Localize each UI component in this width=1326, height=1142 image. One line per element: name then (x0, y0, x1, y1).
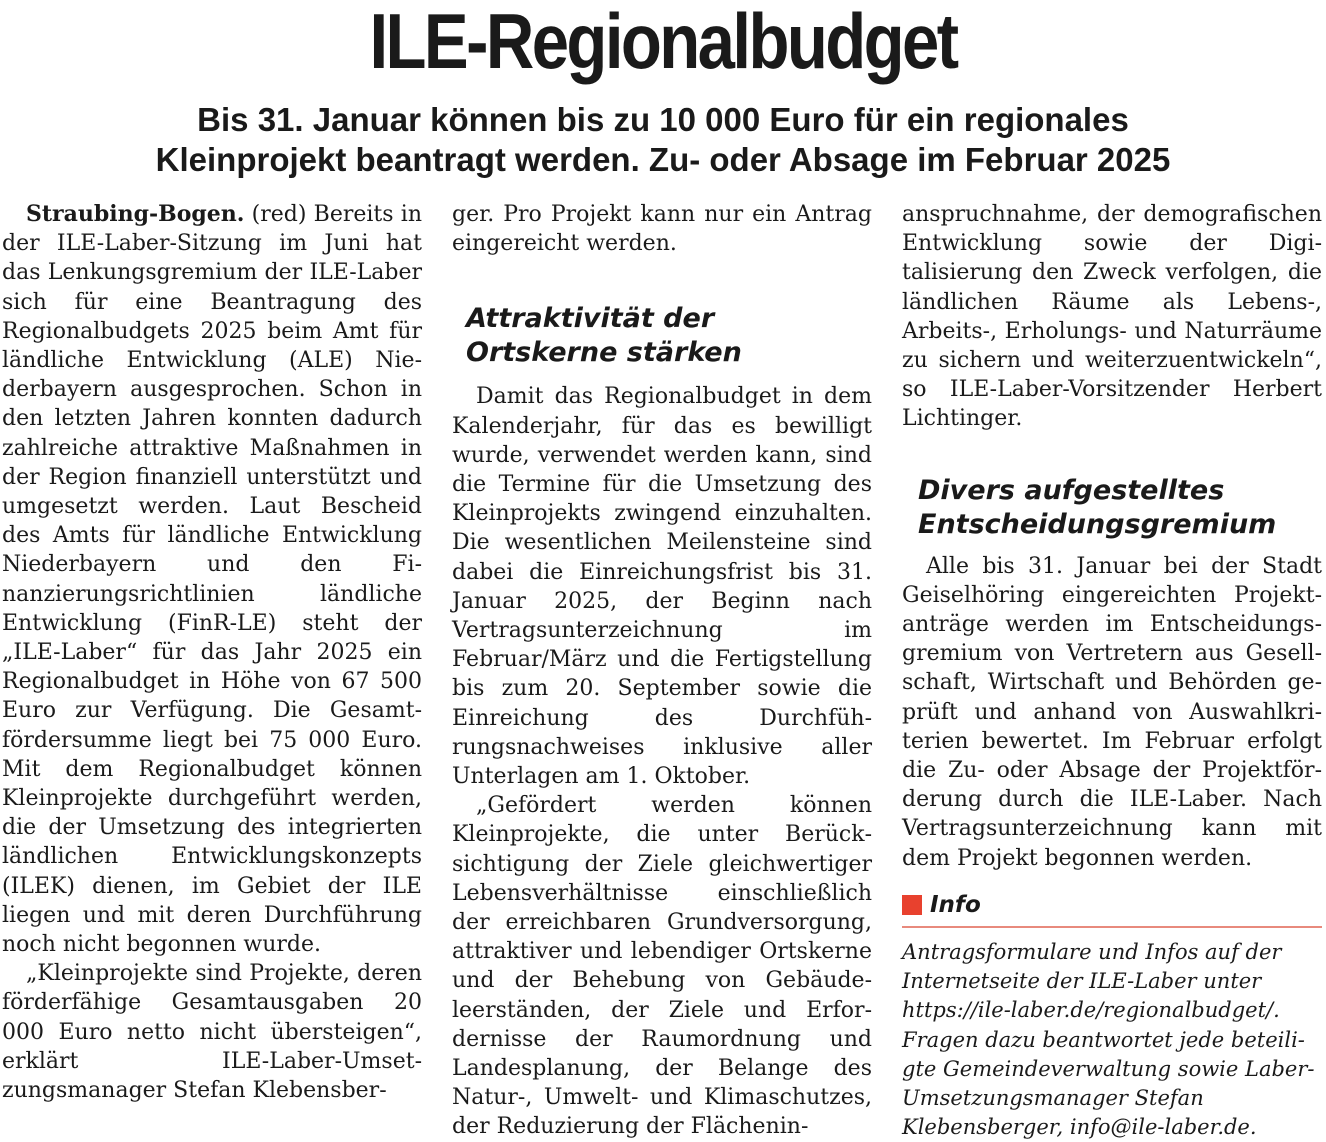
subheading-gremium-line-1: Divers aufgestelltes (918, 474, 1225, 506)
paragraph-kleinprojekte: „Kleinprojekte sind Projekte, deren förderfähige Gesamtausgaben 20 000 Euro netto nicht übersteigen“, erklärt ILE-Laber-Umsetzungsmanager Stefan Klebensber- (2, 961, 422, 1104)
subheadline (0, 100, 1326, 180)
subheadline-line-2: Kleinprojekt beantragt werden. Zu- oder Absage im Februar 2025 (155, 141, 1171, 178)
headline: ILE-Regionalbudget (369, 0, 957, 85)
paragraph-intro-text: (red) Bereits in der ILE-Laber-Sitzung im Juni hat das Lenkungsgremium der ILE-Laber sich für eine Beantragung des Regionalbudgets 2025 beim Amt für ländliche Entwicklung (ALE) Niederbayern ausgesprochen. Schon in den letzten Jahren konnten dadurch zahlreiche attraktive Maßnahmen in der Region finanziell unterstützt und umgesetzt werden. Laut Bescheid des Amts für ländliche Entwicklung Niederbayern und den Finanzierungsrichtlinien ländliche Entwicklung (FinR-LE) steht der „ILE-Laber“ für das Jahr 2025 ein Regionalbudget in Höhe von 67 500 Euro zur Verfügung. Die Gesamtfördersumme liegt bei 75 000 Euro. Mit dem Regionalbudget können Kleinprojekte durchgeführt werden, die der Umsetzung des integrierten ländlichen Entwicklungskonzepts (ILEK) dienen, im Gebiet der ILE liegen und mit deren Durchführung noch nicht begonnen wurde. (2, 202, 422, 958)
subheading-ortskerne-line-1: Attraktivität der (466, 303, 715, 335)
info-text: Antragsformulare und Infos auf der Internetseite der ILE-Laber unter https://ile-laber.de/regionalbudget/. Fragen dazu beantwortet jede beteiligte Gemeindeverwaltung sowie Laber-Umsetzungsmanager Stefan Klebensberger, info@ile-laber.de. (902, 940, 1315, 1140)
dateline: Straubing-Bogen. (26, 201, 245, 227)
subheading-gremium-line-2: Entscheidungsgremium (918, 508, 1277, 540)
subheading-ortskerne (452, 302, 872, 370)
paragraph-intro (2, 200, 422, 959)
subheadline-line-1: Bis 31. Januar können bis zu 10 000 Euro für ein regionales (197, 101, 1129, 138)
info-label: Info (930, 891, 981, 918)
article-column-3 (902, 200, 1322, 1142)
paragraph-quote-end: anspruchnahme, der demografischen Entwicklung sowie der Digitalisierung den Zweck verfolgen, die ländlichen Räume als Lebens-, Arbeits-, Erholungs- und Naturräume zu sichern und weiterzuentwickeln“, so ILE-Laber-Vorsitzender Herbert Lichtinger. (902, 202, 1322, 432)
paragraph-termine: Damit das Regionalbudget in dem Kalenderjahr, für das es bewilligt wurde, verwendet werden kann, sind die Termine für die Umsetzung des Kleinprojekts zwingend einzuhalten. Die wesentlichen Meilensteine sind dabei die Einreichungsfrist bis 31. Januar 2025, der Beginn nach Vertragsunterzeichnung im Februar/März und die Fertigstellung bis zum 20. September sowie die Einreichung des Durchführungsnachweises inklusive aller Unterlagen am 1. Oktober. (452, 384, 872, 790)
info-header (902, 891, 1322, 928)
paragraph-gefoerdert: „Gefördert werden können Kleinprojekte, die unter Berücksichtigung der Ziele gleichwertiger Lebensverhältnisse einschließlich der erreichbaren Grundversorgung, attraktiver und lebendiger Ortskerne und der Behebung von Gebäudeleerständen, der Ziele und Erfordernisse der Raumordnung und Landesplanung, der Belange des Natur-, Umwelt- und Klimaschutzes, der Reduzierung der Flächenin- (452, 793, 872, 1140)
article-column-2 (452, 200, 872, 1142)
info-box (902, 891, 1322, 1142)
subheading-gremium (902, 474, 1322, 542)
subheading-ortskerne-line-2: Ortskerne stärken (466, 337, 742, 369)
paragraph-continuation: ger. Pro Projekt kann nur ein Antrag eingereicht werden. (452, 202, 872, 257)
info-square-icon (902, 895, 922, 915)
article-column-1 (2, 200, 422, 1105)
paragraph-entscheidung: Alle bis 31. Januar bei der Stadt Geiselhöring eingereichten Projektanträge werden im Entscheidungsgremium von Vertretern aus Gesellschaft, Wirtschaft und Behörden geprüft und anhand von Auswahlkriterien bewertet. Im Februar erfolgt die Zu- oder Absage der Projektförderung durch die ILE-Laber. Nach Vertragsunterzeichnung kann mit dem Projekt begonnen werden. (902, 553, 1322, 871)
